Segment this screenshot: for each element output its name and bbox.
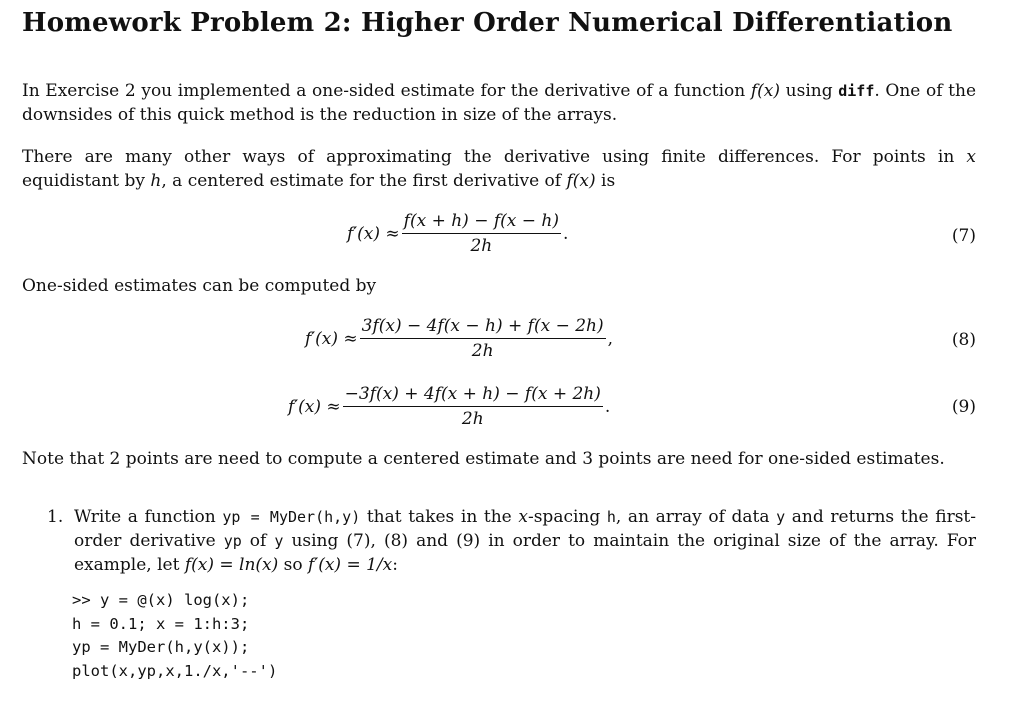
math-fx: f(x): [566, 171, 596, 191]
math-h: h: [150, 171, 162, 191]
code-yp: yp: [223, 532, 242, 550]
equation-lhs: f′(x) ≈: [347, 223, 400, 244]
equation-9: [288, 384, 610, 429]
denominator: 2h: [470, 236, 493, 256]
text: In Exercise 2 you implemented a one-sided estimate for the derivative of a function: [22, 81, 751, 101]
list-text: [74, 505, 976, 577]
code-line: h = 0.1; x = 1:h:3;: [72, 614, 250, 633]
code-h: h: [606, 508, 616, 526]
code-line: yp = MyDer(h,y(x));: [72, 638, 250, 656]
math-x: x: [966, 147, 976, 167]
math-x: x: [518, 507, 528, 527]
code-block: [72, 589, 277, 683]
text: equidistant by: [22, 171, 151, 191]
text: , an array of data: [615, 507, 777, 527]
code-function-signature: yp = MyDer(h,y): [222, 508, 361, 526]
equation-number-9: (9): [951, 397, 976, 417]
punctuation: .: [604, 396, 611, 417]
list-item: [47, 505, 976, 577]
math-fx-ln: f(x) = ln(x): [184, 555, 279, 575]
denominator: 2h: [471, 341, 494, 361]
denominator: 2h: [461, 409, 484, 429]
code-y: y: [776, 508, 786, 526]
text: There are many other ways of approximating the derivative using finite differences. For points in: [22, 147, 967, 167]
text: is: [595, 171, 616, 191]
text: . One of the downsides of this quick method is the reduction in size of the arrays.: [22, 81, 977, 125]
equation-lhs: f′(x) ≈: [288, 396, 341, 417]
math-fx: f(x): [750, 81, 780, 101]
equation-7: [347, 211, 568, 256]
code-line: plot(x,yp,x,1./x,'--'): [72, 661, 278, 680]
code-diff: diff: [838, 82, 875, 100]
text: and returns the first-order derivative: [74, 507, 976, 551]
math-fprime: f′(x) = 1/x: [308, 555, 393, 575]
code-line: >> y = @(x) log(x);: [72, 591, 250, 609]
page-title: Homework Problem 2: Higher Order Numerical Differentiation: [22, 8, 953, 38]
paragraph-note: Note that 2 points are need to compute a centered estimate and 3 points are need for one-sided estimates.: [22, 449, 945, 469]
fraction: [360, 316, 606, 361]
punctuation: .: [563, 223, 569, 244]
equation-number-8: (8): [951, 330, 976, 350]
paragraph-intro: [22, 79, 976, 127]
fraction: [402, 211, 561, 256]
numerator: f(x + h) − f(x − h): [402, 211, 561, 234]
code-y: y: [274, 532, 284, 550]
text: , a centered estimate for the first derivative of: [161, 171, 567, 191]
paragraph-one-sided: One-sided estimates can be computed by: [22, 276, 377, 296]
text: using: [780, 81, 839, 101]
list-number: 1.: [47, 507, 64, 527]
equation-number-7: (7): [951, 226, 976, 246]
paragraph-finite-differences: [22, 145, 976, 193]
punctuation: ,: [607, 328, 614, 349]
text: that takes in the: [360, 507, 519, 527]
text: -spacing: [527, 507, 607, 527]
numerator: 3f(x) − 4f(x − h) + f(x − 2h): [360, 316, 606, 339]
equation-8: [305, 316, 613, 361]
text: using (7), (8) and (9) in order to maintain the original size of the array. For example, let: [74, 531, 976, 575]
text: :: [392, 555, 398, 575]
fraction: [343, 384, 603, 429]
text: so: [278, 555, 309, 575]
equation-lhs: f′(x) ≈: [305, 328, 358, 349]
text: of: [241, 531, 275, 551]
text: Write a function: [74, 507, 223, 527]
numerator: −3f(x) + 4f(x + h) − f(x + 2h): [343, 384, 603, 407]
